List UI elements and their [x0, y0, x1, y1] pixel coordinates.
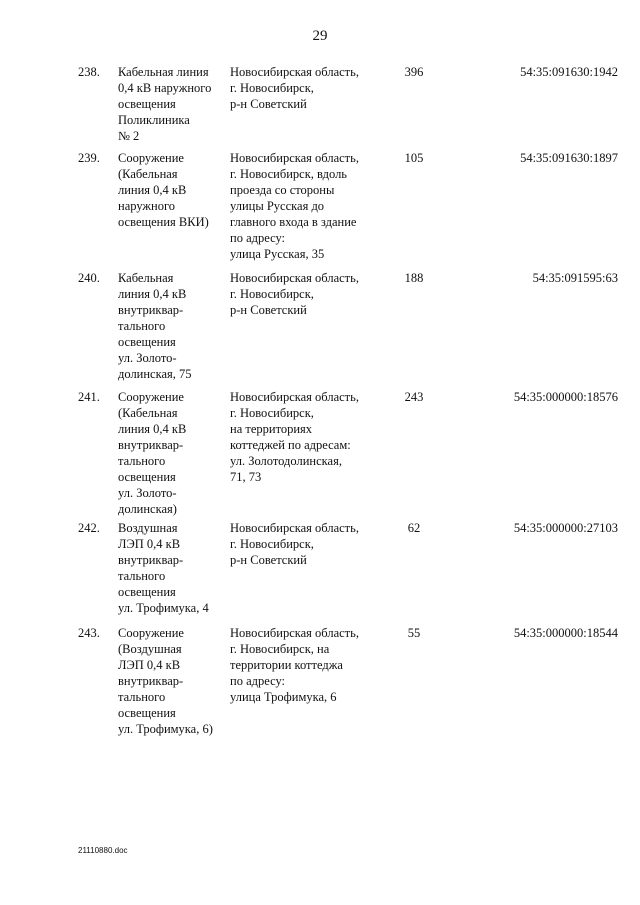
row-number: 242.: [78, 521, 100, 535]
object-length: 62: [407, 521, 421, 535]
object-address: Новосибирская область, г. Новосибирск, на территориях коттеджей по адресам: ул. Золотодолинская, 71, 73: [230, 390, 359, 484]
object-name: Кабельная линия 0,4 кВ наружного освещения Поликлиника № 2: [118, 65, 212, 143]
row-number: 243.: [78, 626, 100, 640]
object-address: Новосибирская область, г. Новосибирск, р-н Советский: [230, 521, 359, 567]
object-address: Новосибирская область, г. Новосибирск, на территории коттеджа по адресу: улица Трофимука, 6: [230, 626, 359, 704]
object-name: Сооружение (Кабельная линия 0,4 кВ внутриквар- тального освещения ул. Золото- долинская): [118, 390, 187, 516]
object-address: Новосибирская область, г. Новосибирск, р-н Советский: [230, 271, 359, 317]
object-address: Новосибирская область, г. Новосибирск, р-н Советский: [230, 65, 359, 111]
table-row: [0, 270, 640, 389]
object-length: 243: [404, 390, 424, 404]
object-length: 55: [407, 626, 421, 640]
cadastral-number: 54:35:000000:18576: [513, 390, 618, 404]
cadastral-number: 54:35:000000:18544: [513, 626, 618, 640]
object-length: 396: [404, 65, 424, 79]
document-footer: 21110880.doc: [78, 846, 128, 855]
cadastral-number: 54:35:091630:1942: [520, 65, 618, 79]
property-table: [0, 64, 640, 745]
table-row: [0, 520, 640, 625]
cadastral-number: 54:35:000000:27103: [513, 521, 618, 535]
table-row: [0, 389, 640, 520]
row-number: 240.: [78, 271, 100, 285]
cadastral-number: 54:35:091630:1897: [520, 151, 618, 165]
table-row: [0, 625, 640, 745]
object-length: 188: [404, 271, 424, 285]
table-row: [0, 150, 640, 270]
object-address: Новосибирская область, г. Новосибирск, вдоль проезда со стороны улицы Русская до главного входа в здание по адресу: улица Русская, 35: [230, 151, 359, 261]
cadastral-number: 54:35:091595:63: [532, 271, 618, 285]
table-row: [0, 64, 640, 150]
object-length: 105: [404, 151, 424, 165]
row-number: 239.: [78, 151, 100, 165]
row-number: 238.: [78, 65, 100, 79]
row-number: 241.: [78, 390, 100, 404]
object-name: Кабельная линия 0,4 кВ внутриквар- тального освещения ул. Золото- долинская, 75: [118, 271, 192, 381]
object-name: Воздушная ЛЭП 0,4 кВ внутриквар- тального освещения ул. Трофимука, 4: [118, 521, 209, 615]
object-name: Сооружение (Воздушная ЛЭП 0,4 кВ внутриквар- тального освещения ул. Трофимука, 6): [118, 626, 213, 736]
page-number: 29: [312, 28, 328, 44]
object-name: Сооружение (Кабельная линия 0,4 кВ наружного освещения ВКИ): [118, 151, 209, 229]
